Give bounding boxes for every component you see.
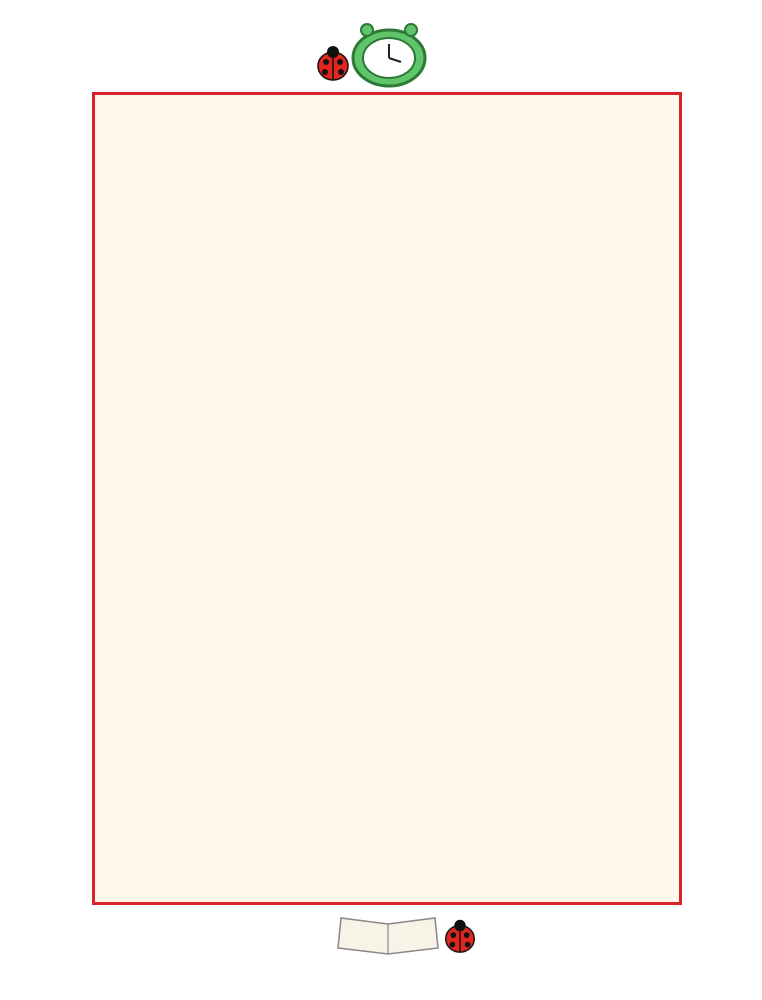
page-content [112, 110, 672, 120]
ladybug-icon [312, 42, 354, 84]
alarm-clock-icon [345, 22, 433, 90]
open-book-icon [333, 908, 443, 958]
ladybug-icon [440, 916, 480, 956]
content-panel [92, 92, 682, 905]
